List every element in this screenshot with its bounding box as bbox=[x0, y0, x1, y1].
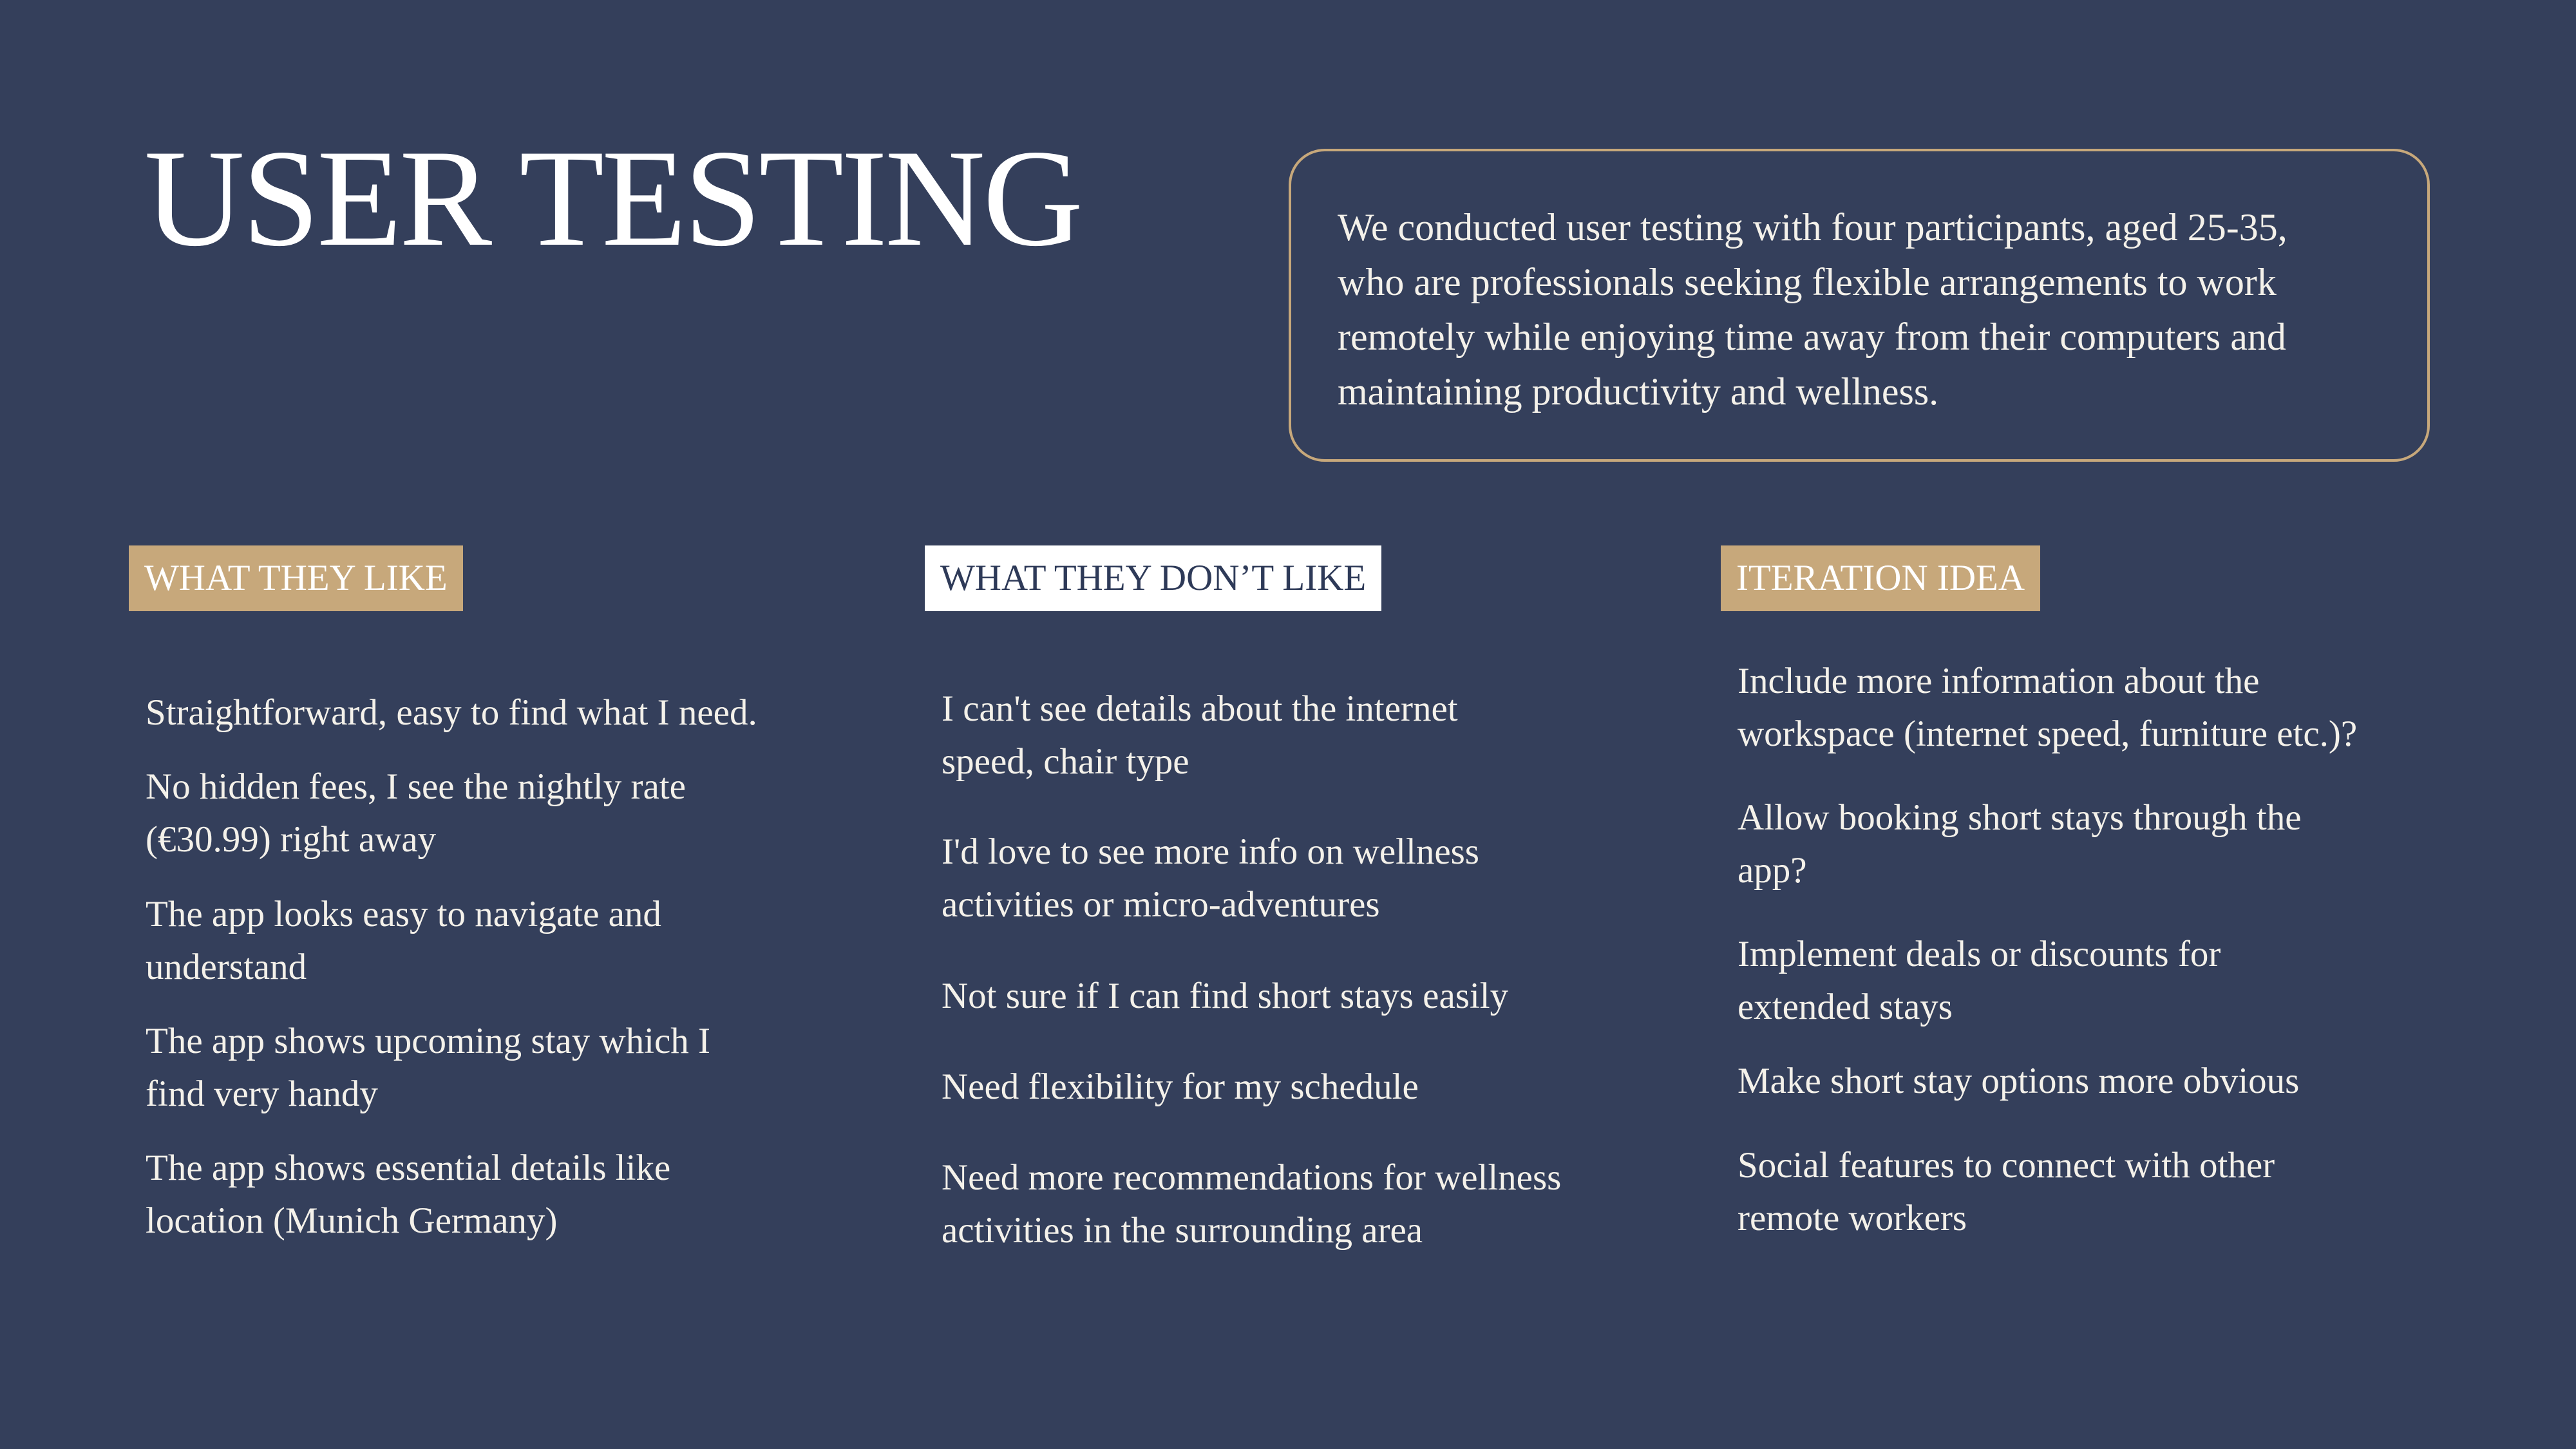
like-item bbox=[146, 1015, 710, 1121]
item-line: Include more information about the bbox=[1738, 661, 2260, 701]
item-line: The app shows upcoming stay which I bbox=[146, 1021, 711, 1061]
item-line: Social features to connect with other bbox=[1738, 1145, 2275, 1186]
item-line: No hidden fees, I see the nightly rate bbox=[146, 766, 686, 807]
intro-line: maintaining productivity and wellness. bbox=[1338, 370, 1939, 413]
iteration-item bbox=[1738, 655, 2357, 761]
page-title: USER TESTING bbox=[144, 121, 1081, 275]
dislike-item bbox=[942, 1151, 1561, 1257]
item-line: location (Munich Germany) bbox=[146, 1200, 558, 1241]
like-item bbox=[146, 687, 757, 739]
item-line: app? bbox=[1738, 850, 1807, 891]
item-line: understand bbox=[146, 947, 307, 987]
item-line: Need more recommendations for wellness bbox=[942, 1157, 1562, 1198]
item-line: Implement deals or discounts for bbox=[1738, 934, 2221, 974]
item-line: Allow booking short stays through the bbox=[1738, 797, 2302, 838]
item-line: The app looks easy to navigate and bbox=[146, 894, 661, 934]
item-line: Make short stay options more obvious bbox=[1738, 1061, 2300, 1101]
item-line: The app shows essential details like bbox=[146, 1148, 671, 1188]
item-line: Straightforward, easy to find what I need. bbox=[146, 692, 757, 733]
item-line: activities or micro-adventures bbox=[942, 884, 1380, 925]
like-item bbox=[146, 761, 686, 866]
intro-line: remotely while enjoying time away from their computers and bbox=[1338, 316, 2286, 358]
item-line: (€30.99) right away bbox=[146, 819, 437, 860]
item-line: I can't see details about the internet bbox=[942, 688, 1458, 729]
intro-line: who are professionals seeking flexible arrangements to work bbox=[1338, 261, 2277, 303]
dislike-item bbox=[942, 970, 1508, 1023]
iteration-item bbox=[1738, 791, 2302, 897]
dislike-item bbox=[942, 683, 1458, 788]
item-line: extended stays bbox=[1738, 987, 1953, 1027]
like-item bbox=[146, 888, 661, 994]
item-line: Need flexibility for my schedule bbox=[942, 1066, 1419, 1107]
what-they-dont-like-header: WHAT THEY DON’T LIKE bbox=[925, 545, 1381, 611]
item-line: Not sure if I can find short stays easily bbox=[942, 976, 1509, 1016]
item-line: find very handy bbox=[146, 1074, 378, 1114]
item-line: activities in the surrounding area bbox=[942, 1210, 1423, 1251]
dislike-item bbox=[942, 826, 1479, 931]
iteration-item bbox=[1738, 1055, 2299, 1108]
what-they-dont-like-column bbox=[925, 545, 1646, 1251]
iteration-item bbox=[1738, 1139, 2275, 1245]
like-item bbox=[146, 1142, 670, 1247]
iteration-idea-column bbox=[1721, 545, 2442, 1238]
what-they-like-header: WHAT THEY LIKE bbox=[129, 545, 463, 611]
intro-text bbox=[1338, 200, 2382, 419]
iteration-item bbox=[1738, 928, 2221, 1034]
what-they-like-column bbox=[129, 545, 850, 1241]
dislike-item bbox=[942, 1061, 1419, 1113]
item-line: workspace (internet speed, furniture etc.)? bbox=[1738, 714, 2358, 754]
item-line: speed, chair type bbox=[942, 741, 1189, 782]
item-line: remote workers bbox=[1738, 1198, 1967, 1238]
intro-box bbox=[1289, 149, 2430, 462]
item-line: I'd love to see more info on wellness bbox=[942, 831, 1479, 872]
intro-line: We conducted user testing with four participants, aged 25-35, bbox=[1338, 206, 2287, 249]
iteration-idea-header: ITERATION IDEA bbox=[1721, 545, 2040, 611]
